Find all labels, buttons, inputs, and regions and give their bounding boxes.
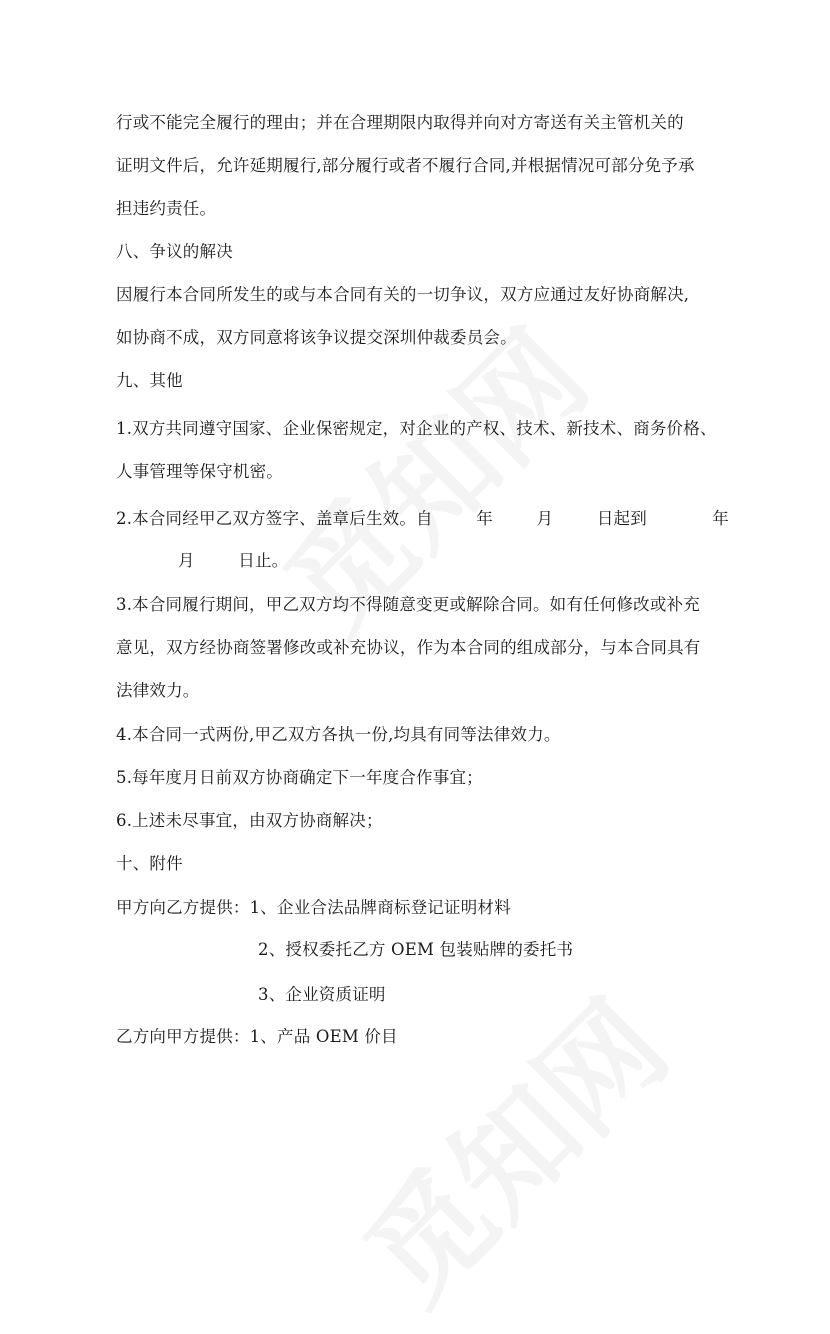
body-text-line: 1.双方共同遵守国家、企业保密规定，对企业的产权、技术、新技术、商务价格、 <box>116 419 717 438</box>
section-heading: 九、其他 <box>116 371 183 390</box>
body-text-line: 5.每年度月日前双方协商确定下一年度合作事宜； <box>116 768 483 787</box>
body-text-line: 4.本合同一式两份,甲乙双方各执一份,均具有同等法律效力。 <box>116 725 561 744</box>
body-text-line: 2、授权委托乙方 OEM 包装贴牌的委托书 <box>258 940 574 959</box>
body-text-line: 6.上述未尽事宜，由双方协商解决； <box>116 811 383 830</box>
section-heading: 十、附件 <box>116 854 183 873</box>
body-text-line: 担违约责任。 <box>116 199 217 218</box>
body-text-line: 甲方向乙方提供：1、企业合法品牌商标登记证明材料 <box>116 898 511 917</box>
body-text-line: 因履行本合同所发生的或与本合同有关的一切争议，双方应通过友好协商解决, <box>116 285 690 304</box>
body-text-line: 如协商不成，双方同意将该争议提交深圳仲裁委员会。 <box>116 328 517 347</box>
section-heading: 八、争议的解决 <box>116 242 233 261</box>
body-text-line: 意见，双方经协商签署修改或补充协议，作为本合同的组成部分，与本合同具有 <box>116 638 701 657</box>
body-text-line: 3、企业资质证明 <box>258 985 386 1004</box>
body-text-line: 乙方向甲方提供：1、产品 OEM 价目 <box>116 1027 398 1046</box>
body-text-line: 3.本合同履行期间，甲乙双方均不得随意变更或解除合同。如有任何修改或补充 <box>116 595 700 614</box>
body-text-line: 证明文件后，允许延期履行,部分履行或者不履行合同,并根据情况可部分免予承 <box>116 156 695 175</box>
body-text-line: 月 日止。 <box>178 551 289 570</box>
body-text-line: 法律效力。 <box>116 681 200 700</box>
body-text-line: 人事管理等保守机密。 <box>116 462 283 481</box>
body-text-line: 行或不能完全履行的理由；并在合理期限内取得并向对方寄送有关主管机关的 <box>116 113 684 132</box>
body-text-line: 2.本合同经甲乙双方签字、盖章后生效。自 年 月 日起到 年 <box>116 509 729 528</box>
watermark <box>322 958 698 1334</box>
